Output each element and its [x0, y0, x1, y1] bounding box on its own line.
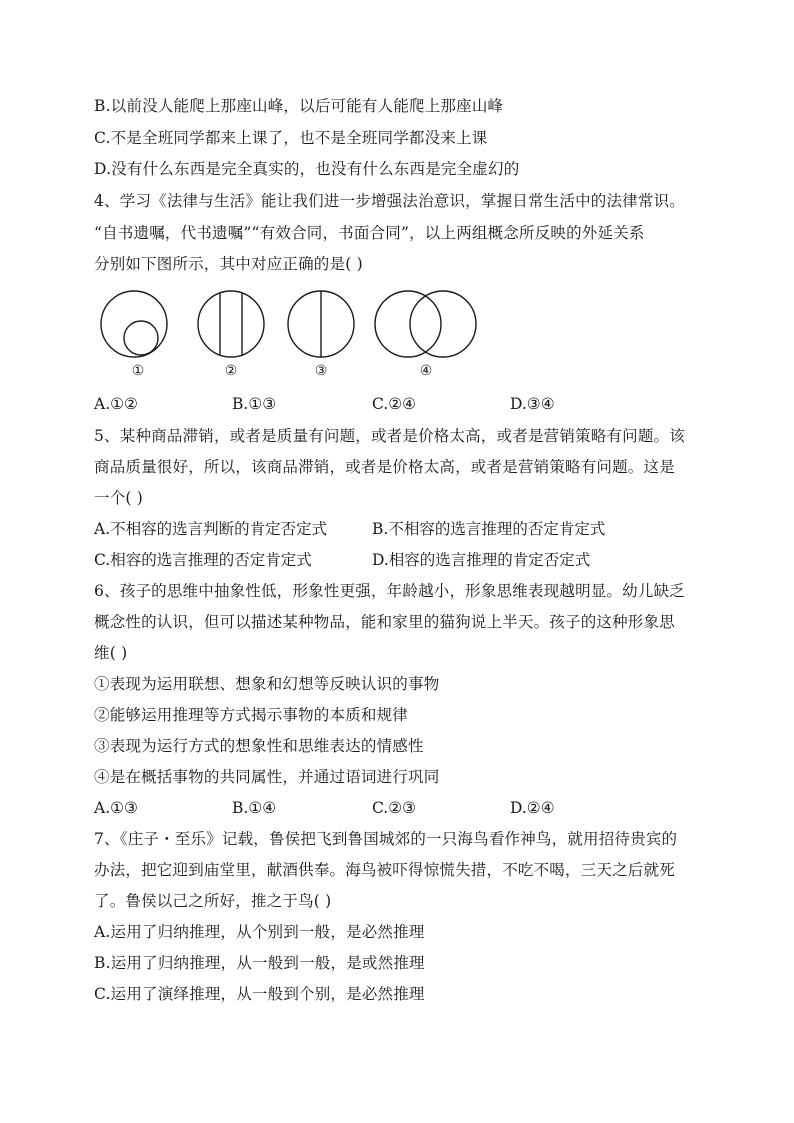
diagram-4-right-circle [410, 291, 476, 357]
q3-option-b: B.以前没人能爬上那座山峰，以后可能有人能爬上那座山峰 [94, 97, 504, 115]
diagram-2-circle [198, 291, 264, 357]
q6-option-a: A.①③ [94, 799, 138, 817]
q7-stem-line-2: 办法，把它迎到庙堂里，献酒供奉。海鸟被吓得惊慌失措，不吃不喝，三天之后就死 [94, 861, 675, 879]
q6-item-1: ①表现为运用联想、想象和幻想等反映认识的事物 [94, 675, 440, 693]
q4-option-d: D.③④ [510, 395, 555, 413]
diagram-label-2: ② [224, 363, 238, 379]
q5-option-d: D.相容的选言推理的肯定否定式 [372, 551, 591, 569]
q6-item-4: ④是在概括事物的共同属性，并通过语词进行巩同 [94, 768, 440, 786]
q6-option-d: D.②④ [510, 799, 555, 817]
diagram-label-4: ④ [419, 363, 433, 379]
q7-stem-line-3: 了。鲁侯以己之所好，推之于鸟( ) [94, 892, 332, 910]
q7-stem-line-1: 7、《庄子・至乐》记载，鲁侯把飞到鲁国城郊的一只海鸟看作神鸟，就用招待贵宾的 [94, 830, 678, 848]
diagram-1-inner-circle [124, 321, 158, 355]
q4-option-b: B.①③ [232, 395, 277, 413]
venn-diagrams-svg [94, 286, 494, 381]
q4-option-a: A.①② [94, 395, 138, 413]
diagram-1-outer-circle [101, 291, 167, 357]
q4-stem-line-3: 分别如下图所示，其中对应正确的是( ) [94, 255, 363, 273]
q7-option-a: A.运用了归纳推理，从个别到一般，是必然推理 [94, 923, 425, 941]
q5-stem-line-2: 商品质量很好，所以，该商品滞销，或者是价格太高，或者是营销策略有问题。这是 [94, 458, 675, 476]
q7-option-b: B.运用了归纳推理，从一般到一般，是或然推理 [94, 954, 425, 972]
q4-stem-line-1: 4、学习《法律与生活》能让我们进一步增强法治意识，掌握日常生活中的法律常识。 [94, 192, 685, 210]
q4-option-c: C.②④ [372, 395, 417, 413]
q7-option-c: C.运用了演绎推理，从一般到个别，是必然推理 [94, 985, 425, 1003]
q3-option-c: C.不是全班同学都来上课了，也不是全班同学都没来上课 [94, 129, 488, 147]
q4-stem-line-2: “自书遗嘱，代书遗嘱”“有效合同，书面合同”，以上两组概念所反映的外延关系 [94, 224, 645, 242]
venn-diagram-figure [94, 286, 494, 381]
q5-option-c: C.相容的选言推理的否定肯定式 [94, 551, 312, 569]
q6-option-c: C.②③ [372, 799, 417, 817]
diagram-label-1: ① [131, 363, 145, 379]
q6-option-b: B.①④ [232, 799, 277, 817]
q6-item-2: ②能够运用推理等方式揭示事物的本质和规律 [94, 706, 409, 724]
q5-option-b: B.不相容的选言推理的否定肯定式 [372, 520, 606, 538]
q6-item-3: ③表现为运行方式的想象性和思维表达的情感性 [94, 737, 424, 755]
q3-option-d: D.没有什么东西是完全真实的，也没有什么东西是完全虚幻的 [94, 160, 520, 178]
q6-stem-line-2: 概念性的认识，但可以描述某种物品，能和家里的猫狗说上半天。孩子的这种形象思 [94, 613, 675, 631]
q5-stem-line-1: 5、某种商品滞销，或者是质量有问题，或者是价格太高，或者是营销策略有问题。该 [94, 427, 685, 445]
q6-stem-line-3: 维( ) [94, 644, 128, 662]
q5-stem-line-3: 一个( ) [94, 489, 144, 507]
q5-option-a: A.不相容的选言判断的肯定否定式 [94, 520, 328, 538]
diagram-label-3: ③ [314, 363, 328, 379]
q6-stem-line-1: 6、孩子的思维中抽象性低，形象性更强，年龄越小，形象思维表现越明显。幼儿缺乏 [94, 582, 685, 600]
diagram-4-left-circle [375, 291, 441, 357]
